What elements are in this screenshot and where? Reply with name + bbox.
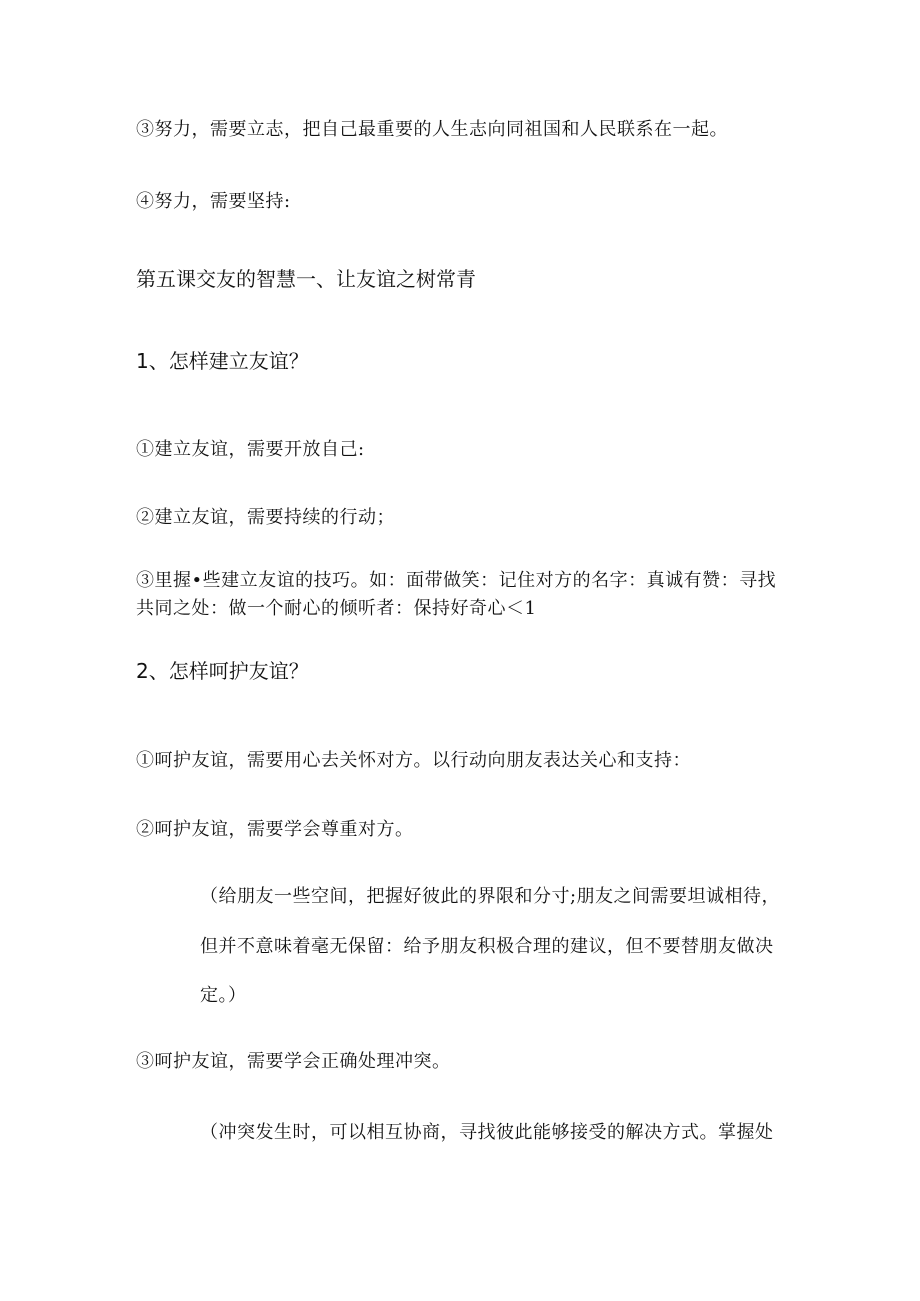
paragraph-care-conflict: ③呵护友谊，需要学会正确处理冲突。 <box>136 1051 451 1072</box>
paragraph-build-continuous-action: ②建立友谊，需要持续的行动； <box>136 507 395 528</box>
section-heading-build-friendship: 1、怎样建立友谊？ <box>136 349 309 373</box>
paragraph-build-skills-continued: 共同之处：做一个耐心的倾听者：保持好奇心＜1 <box>136 598 537 619</box>
paragraph-care-concern: ①呵护友谊，需要用心去关怀对方。以行动向朋友表达关心和支持： <box>136 750 691 771</box>
paragraph-effort-ambition: ③努力，需要立志，把自己最重要的人生志向同祖国和人民联系在一起。 <box>136 119 728 140</box>
paragraph-build-skills: ③里握•些建立友谊的技巧。如：面带做笑：记住对方的名字：真诚有赞：寻找 <box>136 570 777 591</box>
lesson-title: 第五课交友的智慧一、让友谊之树常青 <box>136 267 476 291</box>
note-conflict-line-1: （冲突发生时，可以相互协商，寻找彼此能够接受的解决方式。掌握处 <box>200 1122 774 1143</box>
note-respect-line-3: 定。） <box>200 985 247 1006</box>
paragraph-build-open-self: ①建立友谊，需要开放自己: <box>136 439 365 460</box>
paragraph-effort-persistence: ④努力，需要坚持: <box>136 191 291 212</box>
paragraph-care-respect: ②呵护友谊，需要学会尊重对方。 <box>136 819 414 840</box>
section-heading-care-friendship: 2、怎样呵护友谊？ <box>136 659 309 683</box>
note-respect-line-1: （给朋友一些空间，把握好彼此的界限和分寸;朋友之间需要坦诚相待， <box>200 886 781 907</box>
note-respect-line-2: 但并不意味着毫无保留：给予朋友积极合理的建议，但不要替朋友做决 <box>200 936 774 957</box>
